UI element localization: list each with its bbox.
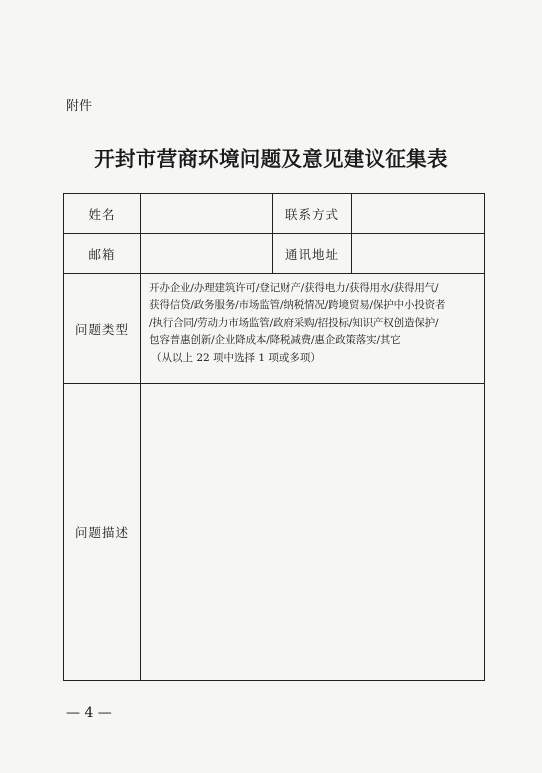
- contact-label: 联系方式: [273, 194, 352, 234]
- attachment-label: 附件: [66, 99, 93, 114]
- name-label: 姓名: [64, 194, 141, 234]
- name-field[interactable]: [141, 194, 273, 234]
- row-issue-type: [64, 274, 485, 384]
- email-field[interactable]: [141, 234, 273, 274]
- issue-type-label: 问题类型: [64, 274, 141, 384]
- issue-type-line-2: 获得信贷/政务服务/市场监管/纳税情况/跨境贸易/保护中小投资者: [149, 299, 446, 312]
- issue-type-line-1: 开办企业/办理建筑许可/登记财产/获得电力/获得用水/获得用气/: [149, 282, 439, 294]
- address-label: 通讯地址: [273, 234, 352, 274]
- row-name-contact: [64, 194, 485, 234]
- issue-type-line-4: 包容普惠创新/企业降成本/降税减费/惠企政策落实/其它: [149, 334, 401, 347]
- row-issue-description: [64, 384, 485, 681]
- address-field[interactable]: [352, 234, 485, 274]
- issue-type-line-3: /执行合同/劳动力市场监管/政府采购/招投标/知识产权创造保护/: [149, 316, 439, 329]
- row-email-address: [64, 234, 485, 274]
- issue-type-hint: （从以上 22 项中选择 1 项或多项）: [151, 351, 321, 364]
- contact-field[interactable]: [352, 194, 485, 234]
- description-label: 问题描述: [64, 384, 141, 681]
- suggestion-form-table: [63, 193, 485, 681]
- document-title: 开封市营商环境问题及意见建议征集表: [94, 147, 448, 171]
- page-number: — 4 —: [66, 705, 112, 721]
- description-field[interactable]: [141, 384, 485, 681]
- issue-type-options[interactable]: [141, 274, 485, 384]
- email-label: 邮箱: [64, 234, 141, 274]
